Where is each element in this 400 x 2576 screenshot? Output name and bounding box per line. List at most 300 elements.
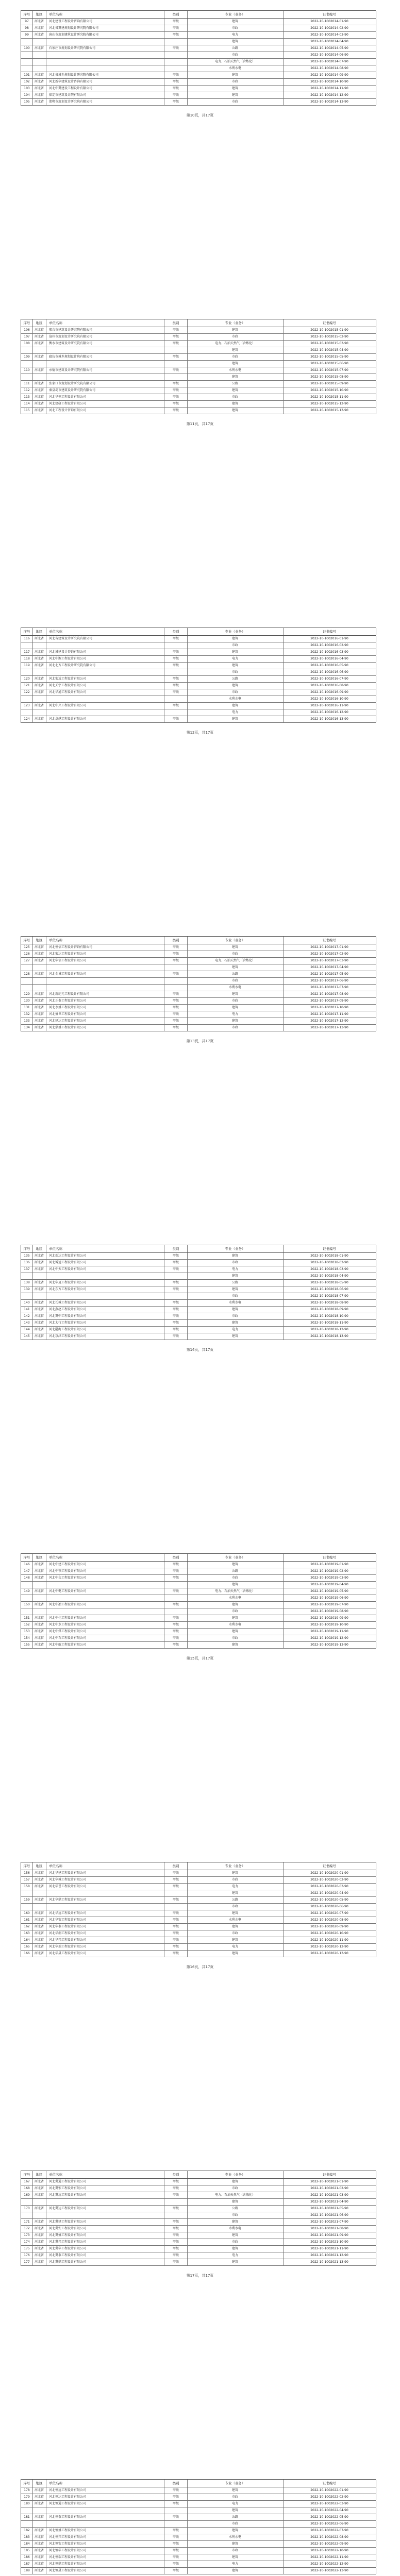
cell-cert: 2022-10-1002016-07-90 — [283, 676, 376, 682]
cell-category: 甲级 — [164, 32, 188, 38]
table-row — [21, 1937, 376, 1944]
cell-category: 甲级 — [164, 1300, 188, 1306]
cell-company — [46, 1273, 164, 1279]
cell-no: 156 — [21, 1870, 33, 1876]
cell-category: 甲级 — [164, 1025, 188, 1031]
table-row — [21, 709, 376, 716]
header-cell-scope: 专业（业务） — [187, 319, 284, 327]
cell-scope: 建筑 — [187, 1582, 284, 1588]
table-row — [21, 2239, 376, 2246]
cell-cert: 2022-10-1002021-03-90 — [283, 2192, 376, 2198]
cell-scope: 建筑 — [187, 92, 284, 98]
table-row — [21, 1575, 376, 1582]
cell-scope: 市政 — [187, 2548, 284, 2554]
cell-company — [46, 2521, 164, 2527]
cell-no: 179 — [21, 2494, 33, 2500]
table-row — [21, 1025, 376, 1031]
cell-region: 河北省 — [32, 1005, 46, 1011]
cell-region — [32, 347, 46, 353]
cell-region: 河北省 — [32, 2206, 46, 2212]
cell-region: 河北省 — [32, 401, 46, 407]
cell-company: 河北宏达工程设计有限公司 — [46, 951, 164, 957]
header-cell-company: 单位名称 — [46, 11, 164, 18]
table-header-row — [21, 1862, 376, 1870]
cell-cert: 2022-10-1002019-07-90 — [283, 1602, 376, 1608]
header-cell-category: 类别 — [164, 1245, 188, 1252]
table-row — [21, 65, 376, 72]
cell-scope: 水利水电 — [187, 1300, 284, 1306]
cell-scope: 电力、石油天然气（含炼化） — [187, 958, 284, 964]
cell-scope: 建筑 — [187, 2219, 284, 2225]
cell-no: 181 — [21, 2514, 33, 2520]
cell-company: 河北瑞达工程设计有限公司 — [46, 1253, 164, 1259]
cell-category: 甲级 — [164, 367, 188, 374]
table-row — [21, 86, 376, 92]
cell-region: 河北省 — [32, 2554, 46, 2561]
header-cell-no: 序号 — [21, 319, 33, 327]
cell-company: 河北华恒工程设计有限公司 — [46, 394, 164, 400]
cell-no: 166 — [21, 1951, 33, 1957]
table-row — [21, 683, 376, 689]
cell-no: 104 — [21, 92, 33, 98]
cell-scope: 建筑 — [187, 703, 284, 709]
table-row — [21, 2219, 376, 2226]
cell-no: 140 — [21, 1300, 33, 1306]
cell-company: 河北华安工程设计有限公司 — [46, 1917, 164, 1923]
cell-scope: 建筑 — [187, 2232, 284, 2239]
cell-no — [21, 669, 33, 675]
header-cell-no: 序号 — [21, 1862, 33, 1870]
cell-region: 河北省 — [32, 2561, 46, 2567]
cell-company — [46, 964, 164, 971]
cell-region: 河北省 — [32, 2534, 46, 2540]
cell-no — [21, 2212, 33, 2218]
cell-cert: 2022-10-1002021-13-90 — [283, 2259, 376, 2265]
cell-category: 甲级 — [164, 2259, 188, 2265]
cell-no — [21, 347, 33, 353]
cell-region — [32, 374, 46, 380]
cell-scope: 市政 — [187, 998, 284, 1004]
cell-category: 甲级 — [164, 951, 188, 957]
cell-cert: 2022-10-1002018-08-90 — [283, 1300, 376, 1306]
table-row — [21, 79, 376, 86]
table-row — [21, 2494, 376, 2501]
cell-no: 180 — [21, 2501, 33, 2507]
cell-scope: 公路 — [187, 676, 284, 682]
cell-region: 河北省 — [32, 2487, 46, 2494]
table-row — [21, 2232, 376, 2239]
cell-cert: 2022-10-1002019-06-90 — [283, 1595, 376, 1601]
cell-region: 河北省 — [32, 1602, 46, 1608]
cell-cert: 2022-10-1002014-06-90 — [283, 52, 376, 58]
cell-region: 河北省 — [32, 381, 46, 387]
cell-cert: 2022-10-1002017-12-90 — [283, 1018, 376, 1024]
cell-no: 159 — [21, 1897, 33, 1903]
cell-cert: 2022-10-1002018-09-90 — [283, 1307, 376, 1313]
cell-company: 河北华瑞工程设计有限公司 — [46, 1944, 164, 1950]
cell-scope: 市政 — [187, 354, 284, 360]
cell-no: 107 — [21, 334, 33, 340]
cell-cert: 2022-10-1002016-12-90 — [283, 709, 376, 716]
cell-no: 172 — [21, 2226, 33, 2232]
cell-no: 160 — [21, 1910, 33, 1917]
cell-cert: 2022-10-1002020-01-90 — [283, 1870, 376, 1876]
cell-region: 河北省 — [32, 649, 46, 655]
cell-company: 河北中源工程设计有限公司 — [46, 656, 164, 662]
cell-scope: 建筑 — [187, 408, 284, 414]
cell-category: 甲级 — [164, 2541, 188, 2547]
cell-region: 河北省 — [32, 1917, 46, 1923]
cell-scope: 市政 — [187, 1025, 284, 1031]
cell-category: 甲级 — [164, 1280, 188, 1286]
cell-no: 130 — [21, 998, 33, 1004]
cell-no: 120 — [21, 676, 33, 682]
cell-scope: 水利水电 — [187, 696, 284, 702]
cell-category: 甲级 — [164, 1635, 188, 1641]
table-header-row — [21, 11, 376, 19]
cell-scope: 建筑 — [187, 2179, 284, 2185]
cell-company: 河北华晟工程设计有限公司 — [46, 1951, 164, 1957]
cell-no: 97 — [21, 19, 33, 25]
table-row — [21, 45, 376, 52]
cell-company: 河北华通工程设计有限公司 — [46, 689, 164, 696]
cell-no: 147 — [21, 1568, 33, 1574]
cell-cert: 2022-10-1002017-06-90 — [283, 978, 376, 984]
cell-no: 119 — [21, 663, 33, 669]
cell-region: 河北省 — [32, 2568, 46, 2574]
cell-category: 甲级 — [164, 1588, 188, 1595]
cell-cert: 2022-10-1002019-03-90 — [283, 1575, 376, 1581]
cell-cert: 2022-10-1002016-13-90 — [283, 716, 376, 722]
cell-no: 175 — [21, 2246, 33, 2252]
cell-company: 河北恒远工程设计有限公司 — [46, 2487, 164, 2494]
cell-region: 河北省 — [32, 367, 46, 374]
cell-category: 甲级 — [164, 72, 188, 78]
cell-category: 甲级 — [164, 676, 188, 682]
cell-scope: 建筑 — [187, 1273, 284, 1279]
cell-cert: 2022-10-1002019-10-90 — [283, 1622, 376, 1628]
cell-category: 甲级 — [164, 2487, 188, 2494]
cell-no — [21, 1890, 33, 1896]
cell-scope: 市政 — [187, 978, 284, 984]
table-row — [21, 2554, 376, 2561]
cell-category: 甲级 — [164, 401, 188, 407]
table-row — [21, 689, 376, 696]
table-row — [21, 1870, 376, 1877]
cell-category: 甲级 — [164, 636, 188, 642]
cell-category: 甲级 — [164, 1917, 188, 1923]
cell-scope: 建筑 — [187, 1924, 284, 1930]
cell-no: 163 — [21, 1930, 33, 1937]
cell-company: 河北冀中工程设计有限公司 — [46, 1313, 164, 1319]
cell-cert: 2022-10-1002021-09-90 — [283, 2232, 376, 2239]
cell-category: 甲级 — [164, 1266, 188, 1273]
cell-scope: 电力 — [187, 1327, 284, 1333]
table-row — [21, 1615, 376, 1622]
table-row — [21, 2561, 376, 2568]
table-row — [21, 1904, 376, 1910]
table-row — [21, 1629, 376, 1635]
cell-scope: 电力 — [187, 2561, 284, 2567]
cell-region: 河北省 — [32, 2232, 46, 2239]
cell-company — [46, 1595, 164, 1601]
cell-no: 152 — [21, 1622, 33, 1628]
cell-category: 甲级 — [164, 408, 188, 414]
cell-cert: 2022-10-1002016-06-90 — [283, 669, 376, 675]
cell-company: 河北建研工程设计有限公司 — [46, 401, 164, 407]
cell-category — [164, 642, 188, 649]
cell-cert: 2022-10-1002021-11-90 — [283, 2246, 376, 2252]
table-row — [21, 1877, 376, 1884]
cell-category: 甲级 — [164, 2185, 188, 2192]
table-row — [21, 2514, 376, 2521]
cell-cert: 2022-10-1002015-05-90 — [283, 354, 376, 360]
cell-region: 河北省 — [32, 327, 46, 333]
cell-no — [21, 696, 33, 702]
cell-company: 河北恒华工程设计有限公司 — [46, 2548, 164, 2554]
cell-region: 河北省 — [32, 1300, 46, 1306]
cell-company: 邯郸市规划设计研究院有限公司 — [46, 99, 164, 105]
cell-category — [164, 52, 188, 58]
cell-cert: 2022-10-1002016-09-90 — [283, 689, 376, 696]
cell-region: 河北省 — [32, 2541, 46, 2547]
table-row — [21, 998, 376, 1005]
cell-company: 河北冀宏工程设计有限公司 — [46, 2185, 164, 2192]
cell-cert: 2022-10-1002021-05-90 — [283, 2206, 376, 2212]
cell-cert: 2022-10-1002022-12-90 — [283, 2561, 376, 2567]
cell-no: 110 — [21, 367, 33, 374]
qualification-table — [21, 1862, 376, 1957]
cell-company: 河北永盛工程设计有限公司 — [46, 1005, 164, 1011]
cell-category — [164, 374, 188, 380]
table-row — [21, 99, 376, 106]
table-row — [21, 52, 376, 59]
header-cell-region: 地区 — [32, 1554, 46, 1561]
cell-scope: 电力、石油天然气（含炼化） — [187, 2192, 284, 2198]
header-cell-category: 类别 — [164, 937, 188, 944]
table-row — [21, 978, 376, 985]
cell-cert: 2022-10-1002017-01-90 — [283, 944, 376, 951]
table-row — [21, 1327, 376, 1333]
page-number: 第13页，共17页 — [186, 1039, 214, 1043]
cell-cert: 2022-10-1002014-12-90 — [283, 92, 376, 98]
cell-scope: 市政 — [187, 52, 284, 58]
cell-cert: 2022-10-1002019-02-90 — [283, 1568, 376, 1574]
cell-cert: 2022-10-1002020-09-90 — [283, 1924, 376, 1930]
cell-company: 承德市建筑设计研究院有限公司 — [46, 367, 164, 374]
cell-category: 甲级 — [164, 663, 188, 669]
cell-scope: 建筑 — [187, 2199, 284, 2205]
header-cell-cert: 证书编号 — [283, 1862, 376, 1870]
cell-cert: 2022-10-1002021-04-90 — [283, 2199, 376, 2205]
cell-category: 甲级 — [164, 2239, 188, 2245]
cell-company — [46, 1890, 164, 1896]
cell-region: 河北省 — [32, 1562, 46, 1568]
table-row — [21, 32, 376, 39]
cell-region: 河北省 — [32, 1025, 46, 1031]
table-row — [21, 2185, 376, 2192]
cell-region: 河北省 — [32, 1629, 46, 1635]
cell-cert: 2022-10-1002022-06-90 — [283, 2521, 376, 2527]
table-row — [21, 1286, 376, 1293]
cell-cert: 2022-10-1002021-08-90 — [283, 2226, 376, 2232]
cell-scope: 市政 — [187, 79, 284, 85]
cell-scope: 电力 — [187, 709, 284, 716]
cell-company: 河北恒瑞工程设计有限公司 — [46, 2554, 164, 2561]
cell-cert: 2022-10-1002022-01-90 — [283, 2487, 376, 2494]
cell-category: 甲级 — [164, 25, 188, 31]
table-header-row — [21, 2480, 376, 2487]
cell-company: 河北太行工程设计有限公司 — [46, 1320, 164, 1326]
cell-scope: 建筑 — [187, 347, 284, 353]
table-row — [21, 341, 376, 347]
cell-region — [32, 696, 46, 702]
cell-region — [32, 1904, 46, 1910]
cell-scope: 建筑 — [187, 1870, 284, 1876]
cell-cert: 2022-10-1002018-11-90 — [283, 1320, 376, 1326]
cell-scope: 市政 — [187, 1608, 284, 1615]
cell-company: 河北省城乡规划设计研究院有限公司 — [46, 72, 164, 78]
cell-company: 河北省冀建规划设计研究院有限公司 — [46, 25, 164, 31]
table-header-row — [21, 937, 376, 944]
cell-no — [21, 1595, 33, 1601]
cell-category: 甲级 — [164, 45, 188, 52]
cell-company: 河北恒兴工程设计有限公司 — [46, 2534, 164, 2540]
table-row — [21, 642, 376, 649]
cell-company: 河北恒通工程设计有限公司 — [46, 2501, 164, 2507]
cell-cert: 2022-10-1002014-07-90 — [283, 59, 376, 65]
table-row — [21, 649, 376, 656]
cell-scope: 公路 — [187, 2514, 284, 2520]
qualification-table — [21, 1553, 376, 1649]
table-row — [21, 19, 376, 25]
cell-company — [46, 669, 164, 675]
cell-company: 保定市建筑设计院有限公司 — [46, 92, 164, 98]
cell-scope: 建筑 — [187, 2528, 284, 2534]
cell-no: 155 — [21, 1642, 33, 1648]
table-row — [21, 703, 376, 709]
cell-scope: 建筑 — [187, 39, 284, 45]
table-row — [21, 1588, 376, 1595]
qualification-table — [21, 628, 376, 723]
cell-category: 甲级 — [164, 1011, 188, 1018]
cell-no: 154 — [21, 1635, 33, 1641]
cell-cert: 2022-10-1002014-09-90 — [283, 72, 376, 78]
cell-cert: 2022-10-1002015-08-90 — [283, 374, 376, 380]
cell-region — [32, 361, 46, 367]
cell-scope: 建筑 — [187, 2246, 284, 2252]
cell-category: 甲级 — [164, 2534, 188, 2540]
cell-scope: 电力、石油天然气（含炼化） — [187, 1588, 284, 1595]
table-row — [21, 2199, 376, 2206]
table-row — [21, 958, 376, 964]
header-cell-no: 序号 — [21, 937, 33, 944]
cell-cert: 2022-10-1002016-03-90 — [283, 649, 376, 655]
cell-region: 河北省 — [32, 1924, 46, 1930]
cell-no: 153 — [21, 1629, 33, 1635]
cell-no: 133 — [21, 1018, 33, 1024]
cell-scope: 水利水电 — [187, 2226, 284, 2232]
cell-scope: 建筑 — [187, 1018, 284, 1024]
table-header-row — [21, 1554, 376, 1562]
cell-category: 甲级 — [164, 1924, 188, 1930]
page-number: 第14页，共17页 — [186, 1348, 214, 1352]
cell-cert: 2022-10-1002020-04-90 — [283, 1890, 376, 1896]
cell-region: 河北省 — [32, 2239, 46, 2245]
cell-company: 河北中兴工程设计有限公司 — [46, 703, 164, 709]
cell-region — [32, 642, 46, 649]
cell-scope: 市政 — [187, 1930, 284, 1937]
cell-cert: 2022-10-1002021-07-90 — [283, 2219, 376, 2225]
table-row — [21, 1562, 376, 1568]
cell-cert: 2022-10-1002014-10-90 — [283, 79, 376, 85]
cell-company: 河北金诚工程设计有限公司 — [46, 971, 164, 977]
page-number: 第15页，共17页 — [186, 1656, 214, 1660]
cell-no — [21, 978, 33, 984]
cell-company: 河北冀鼎工程设计有限公司 — [46, 2259, 164, 2265]
cell-cert: 2022-10-1002015-03-90 — [283, 341, 376, 347]
table-row — [21, 92, 376, 99]
header-cell-company: 单位名称 — [46, 1554, 164, 1561]
cell-region — [32, 669, 46, 675]
header-cell-company: 单位名称 — [46, 1245, 164, 1252]
cell-region: 河北省 — [32, 2501, 46, 2507]
cell-no: 148 — [21, 1575, 33, 1581]
cell-region: 河北省 — [32, 2494, 46, 2500]
cell-cert: 2022-10-1002021-06-90 — [283, 2212, 376, 2218]
cell-cert: 2022-10-1002017-03-90 — [283, 958, 376, 964]
cell-company: 河北华城工程设计有限公司 — [46, 1877, 164, 1883]
cell-no — [21, 1608, 33, 1615]
cell-no: 121 — [21, 683, 33, 689]
cell-category — [164, 669, 188, 675]
cell-cert: 2022-10-1002016-10-90 — [283, 696, 376, 702]
cell-scope: 建筑 — [187, 2554, 284, 2561]
cell-company: 河北中水工程设计有限公司 — [46, 1622, 164, 1628]
cell-no: 173 — [21, 2232, 33, 2239]
table-row — [21, 656, 376, 663]
cell-scope: 公路 — [187, 381, 284, 387]
cell-cert: 2022-10-1002017-09-90 — [283, 998, 376, 1004]
cell-company — [46, 65, 164, 72]
cell-company: 石家庄市规划设计研究院有限公司 — [46, 45, 164, 52]
cell-company: 河北恒晟工程设计有限公司 — [46, 2568, 164, 2574]
cell-scope: 建筑 — [187, 1253, 284, 1259]
cell-region: 河北省 — [32, 1260, 46, 1266]
table-row — [21, 1293, 376, 1300]
cell-category: 甲级 — [164, 2568, 188, 2574]
cell-region — [32, 59, 46, 65]
cell-region: 河北省 — [32, 1910, 46, 1917]
cell-no: 188 — [21, 2568, 33, 2574]
cell-scope: 建筑 — [187, 1307, 284, 1313]
cell-category: 甲级 — [164, 683, 188, 689]
table-row — [21, 387, 376, 394]
cell-scope: 建筑 — [187, 72, 284, 78]
cell-cert: 2022-10-1002022-08-90 — [283, 2534, 376, 2540]
cell-category: 甲级 — [164, 341, 188, 347]
cell-cert: 2022-10-1002019-11-90 — [283, 1629, 376, 1635]
cell-cert: 2022-10-1002015-10-90 — [283, 387, 376, 394]
cell-no: 117 — [21, 649, 33, 655]
cell-scope: 市政 — [187, 951, 284, 957]
cell-cert: 2022-10-1002018-12-90 — [283, 1327, 376, 1333]
cell-region: 河北省 — [32, 32, 46, 38]
cell-cert: 2022-10-1002014-08-90 — [283, 65, 376, 72]
header-cell-region: 地区 — [32, 2480, 46, 2487]
cell-cert: 2022-10-1002022-02-90 — [283, 2494, 376, 2500]
cell-company: 秦皇岛市建筑设计研究院有限公司 — [46, 387, 164, 394]
